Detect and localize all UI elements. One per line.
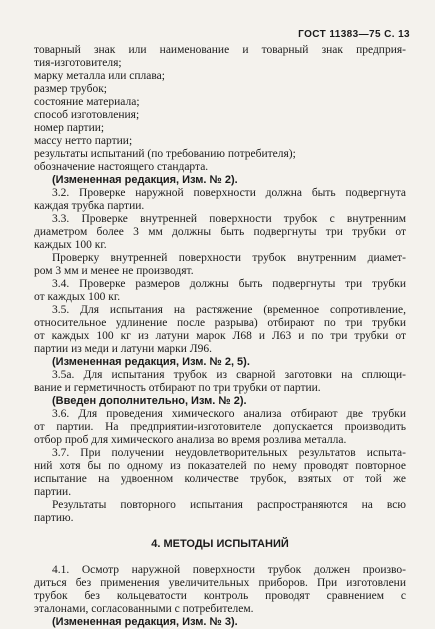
- text-line: от каждых 100 кг из латуни марок Л68 и Л63 и по три трубки от: [34, 330, 406, 342]
- text-line: 3.3. Проверке внутренней поверхности трубок с внутренним: [52, 213, 406, 225]
- text-line: Проверку внутренней поверхности трубок внутренним диамет-: [52, 252, 406, 264]
- text-line: ний хотя бы по одному из показателей по нему проводят повторное: [34, 460, 406, 472]
- text-line: 3.7. При получении неудовлетворительных результатов испыта-: [52, 447, 406, 459]
- text-line: 3.6. Для проведения химического анализа отбирают две трубки: [52, 408, 406, 420]
- text-line: вание и герметичность отбирают по три трубки от партии.: [34, 382, 321, 394]
- text-line: обозначение настоящего стандарта.: [34, 161, 209, 173]
- text-line: состояние материала;: [34, 96, 140, 108]
- paragraph-gap: [34, 551, 406, 564]
- amendment-note: (Введен дополнительно, Изм. № 2).: [52, 395, 247, 407]
- text-line: товарный знак или наименование и товарный знак предприя-: [34, 44, 406, 56]
- amendment-note: (Измененная редакция, Изм. № 2).: [52, 174, 238, 186]
- text-line: отбор проб для химического анализа во время розлива металла.: [34, 434, 347, 446]
- text-line: эталонами, согласованными с потребителем.: [34, 603, 254, 615]
- text-line: от партии. На предприятии-изготовителе допускается производить: [34, 421, 406, 433]
- paragraph-gap: [34, 525, 406, 538]
- text-line: партию.: [34, 512, 74, 524]
- text-line: 3.4. Проверке размеров должны быть подвергнуты три трубки: [52, 278, 406, 290]
- text-line: 3.5. Для испытания на растяжение (временное сопротивление,: [52, 304, 406, 316]
- document-body: [34, 44, 406, 629]
- text-line: 3.5а. Для испытания трубок из сварной заготовки на сплющи-: [52, 369, 406, 381]
- text-line: каждая трубка партии.: [34, 200, 145, 212]
- text-line: ром 3 мм и менее не производят.: [34, 265, 194, 277]
- text-line: от каждых 100 кг.: [34, 291, 121, 303]
- text-line: партии из меди и латуни марки Л96.: [34, 343, 212, 355]
- text-line: марку металла или сплава;: [34, 70, 165, 82]
- text-line: 3.2. Проверке наружной поверхности должна быть подвергнута: [52, 187, 406, 199]
- text-line: 4.1. Осмотр наружной поверхности трубок должен произво-: [52, 564, 406, 576]
- text-line: Результаты повторного испытания распространяются на всю: [52, 499, 406, 511]
- section-heading: 4. МЕТОДЫ ИСПЫТАНИЙ: [151, 538, 289, 550]
- text-line: тия-изготовителя;: [34, 57, 122, 69]
- text-line: диться без применения увеличительных приборов. При изготовлени: [34, 577, 406, 589]
- text-line: каждых 100 кг.: [34, 239, 107, 251]
- text-line: диаметром более 3 мм должны быть подвергнуты три трубки от: [34, 226, 406, 238]
- text-line: партии.: [34, 486, 72, 498]
- page-header: ГОСТ 11383—75 С. 13: [298, 29, 410, 40]
- amendment-note: (Измененная редакция, Изм. № 2, 5).: [52, 356, 250, 368]
- text-line: испытание на удвоенном количестве трубок, взятых от той же: [34, 473, 406, 485]
- text-line: номер партии;: [34, 122, 105, 134]
- text-line: размер трубок;: [34, 83, 107, 95]
- text-line: результаты испытаний (по требованию потребителя);: [34, 148, 296, 160]
- text-line: трубок без кольцеватости контроль проводят сравнением с: [34, 590, 406, 602]
- text-line: способ изготовления;: [34, 109, 140, 121]
- amendment-note: (Измененная редакция, Изм. № 3).: [52, 616, 238, 628]
- text-line: массу нетто партии;: [34, 135, 133, 147]
- text-line: относительное удлинение после разрыва) отбирают по три трубки: [34, 317, 406, 329]
